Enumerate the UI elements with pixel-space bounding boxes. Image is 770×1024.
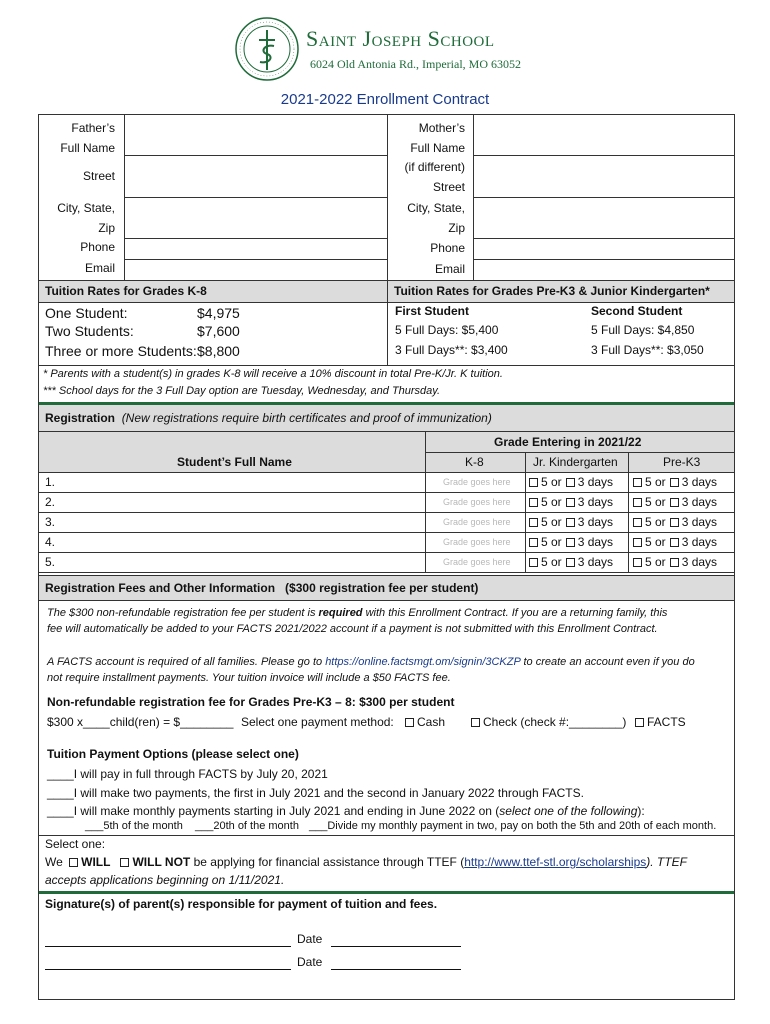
five-day-checkbox[interactable] xyxy=(529,498,538,507)
tuition-one-label: One Student: xyxy=(45,305,128,321)
three-days-label: 3 days xyxy=(681,535,718,549)
five-day-checkbox[interactable] xyxy=(633,498,642,507)
five-or-label: 5 or xyxy=(645,555,666,569)
nonref-fee-title: Non-refundable registration fee for Grades Pre-K3 – 8: $300 per student xyxy=(47,695,455,709)
col-jk-header: Jr. Kindergarten xyxy=(533,455,618,469)
monthly-5th-option[interactable]: ___5th of the month xyxy=(85,820,183,832)
student-name-field[interactable] xyxy=(59,512,425,532)
five-day-checkbox[interactable] xyxy=(633,518,642,527)
col-k8-header: K-8 xyxy=(465,455,484,469)
registration-header: Registration (New registrations require birth certificates and proof of immunization) xyxy=(39,405,734,432)
three-days-label: 3 days xyxy=(681,495,718,509)
jk-day-choice[interactable] xyxy=(529,515,613,529)
check-option[interactable]: Check (check #:________) xyxy=(471,715,626,729)
mother-street-label: (if different) Street xyxy=(404,160,465,194)
payment-options-title: Tuition Payment Options (please select one) xyxy=(47,747,299,761)
tuition-two-amount: $7,600 xyxy=(197,323,240,339)
five-day-checkbox[interactable] xyxy=(529,518,538,527)
school-address: 6024 Old Antonia Rd., Imperial, MO 63052 xyxy=(310,57,521,71)
three-day-checkbox[interactable] xyxy=(670,518,679,527)
five-or-label: 5 or xyxy=(541,555,562,569)
five-or-label: 5 or xyxy=(541,495,562,509)
mother-email-field[interactable] xyxy=(474,260,734,280)
student-name-field[interactable] xyxy=(59,492,425,512)
row-number: 1. xyxy=(45,475,56,489)
five-or-label: 5 or xyxy=(645,475,666,489)
tuition-note-2: *** School days for the 3 Full Day option are Tuesday, Wednesday, and Thursday. xyxy=(43,385,441,397)
page-title: 2021-2022 Enrollment Contract xyxy=(280,91,490,108)
grade-k8-field[interactable]: Grade goes here xyxy=(443,537,511,547)
three-day-checkbox[interactable] xyxy=(566,478,575,487)
jk-day-choice[interactable] xyxy=(529,555,613,569)
five-or-label: 5 or xyxy=(645,515,666,529)
monthly-split-option[interactable]: ___Divide my monthly payment in two, pay on both the 5th and 20th of each month. xyxy=(309,820,717,832)
payment-option-2[interactable]: ____I will make two payments, the first in July 2021 and the second in January 2022 through FACTS. xyxy=(47,786,584,800)
three-day-checkbox[interactable] xyxy=(566,498,575,507)
row-number: 2. xyxy=(45,495,56,509)
payment-option-1[interactable]: ____I will pay in full through FACTS by July 20, 2021 xyxy=(47,767,328,781)
city-label: City, State, Zip xyxy=(57,201,115,235)
father-phone-field[interactable] xyxy=(125,239,387,259)
phone-label: Phone xyxy=(80,240,115,254)
ttef-link[interactable]: http://www.ttef-stl.org/scholarships xyxy=(464,855,647,869)
jk-day-choice[interactable] xyxy=(529,495,613,509)
mother-street-field[interactable] xyxy=(474,156,734,197)
five-day-checkbox[interactable] xyxy=(529,478,538,487)
first-5day-rate: 5 Full Days: $5,400 xyxy=(395,323,499,337)
five-or-label: 5 or xyxy=(541,475,562,489)
pk-day-choice[interactable] xyxy=(633,535,717,549)
fees-paragraph-1: The $300 non-refundable registration fee per student is required with this Enrollment Contract. If you are a returning family, this fee will automatically be added to your FACTS 2021/2022 account if a payment is not submitted with this Enrollment Contract. xyxy=(47,607,668,635)
second-student-label: Second Student xyxy=(591,304,683,318)
street-label: Street xyxy=(82,169,115,183)
three-days-label: 3 days xyxy=(681,475,718,489)
facts-checkbox[interactable] xyxy=(635,718,644,727)
tuition-note-1: * Parents with a student(s) in grades K-8 will receive a 10% discount in total Pre-K/Jr. K tuition. xyxy=(43,368,503,380)
date-line-2[interactable] xyxy=(331,969,461,970)
will-not-checkbox[interactable] xyxy=(120,858,129,867)
signature-title: Signature(s) of parent(s) responsible for payment of tuition and fees. xyxy=(45,897,438,911)
mother-email-label: Email xyxy=(434,262,465,276)
header xyxy=(0,14,770,84)
three-day-checkbox[interactable] xyxy=(566,538,575,547)
grade-k8-field[interactable]: Grade goes here xyxy=(443,517,511,527)
col-pk-header: Pre-K3 xyxy=(663,455,701,469)
grade-entering-header: Grade Entering in 2021/22 xyxy=(494,435,642,449)
student-name-header: Student’s Full Name xyxy=(177,455,292,469)
student-name-field[interactable] xyxy=(59,532,425,552)
table-row xyxy=(39,492,734,512)
date-line-1[interactable] xyxy=(331,946,461,947)
cash-option[interactable]: Cash xyxy=(405,715,445,729)
five-or-label: 5 or xyxy=(645,495,666,509)
first-3day-rate: 3 Full Days**: $3,400 xyxy=(395,343,508,357)
three-days-label: 3 days xyxy=(577,475,614,489)
parent-info-grid xyxy=(39,115,734,280)
three-day-checkbox[interactable] xyxy=(670,498,679,507)
payment-option-3[interactable]: ____I will make monthly payments starting in July 2021 and ending in June 2022 on (select one of the following): xyxy=(47,804,645,818)
school-seal-icon xyxy=(234,16,300,82)
three-day-checkbox[interactable] xyxy=(566,558,575,567)
mother-phone-label: Phone xyxy=(430,241,465,255)
three-days-label: 3 days xyxy=(577,535,614,549)
payment-method-label: Select one payment method: xyxy=(241,715,394,729)
row-number: 3. xyxy=(45,515,56,529)
three-days-label: 3 days xyxy=(681,555,718,569)
three-days-label: 3 days xyxy=(577,495,614,509)
father-street-field[interactable] xyxy=(125,156,387,197)
mother-name-field[interactable] xyxy=(474,115,734,155)
father-city-field[interactable] xyxy=(125,198,387,238)
father-email-field[interactable] xyxy=(125,260,387,280)
five-day-checkbox[interactable] xyxy=(633,558,642,567)
table-row xyxy=(39,472,734,492)
monthly-20th-option[interactable]: ___20th of the month xyxy=(195,820,299,832)
tuition-one-amount: $4,975 xyxy=(197,305,240,321)
facts-link[interactable]: https://online.factsmgt.om/signin/3CKZP xyxy=(325,656,521,668)
cash-checkbox[interactable] xyxy=(405,718,414,727)
fee-calc-line[interactable]: $300 x____child(ren) = $________ xyxy=(47,715,234,729)
pk-day-choice[interactable] xyxy=(633,475,717,489)
five-day-checkbox[interactable] xyxy=(633,478,642,487)
grade-k8-field[interactable]: Grade goes here xyxy=(443,497,511,507)
three-day-checkbox[interactable] xyxy=(566,518,575,527)
three-days-label: 3 days xyxy=(577,555,614,569)
facts-option[interactable]: FACTS xyxy=(635,715,686,729)
three-day-checkbox[interactable] xyxy=(670,558,679,567)
date-label-2: Date xyxy=(297,955,323,969)
table-row xyxy=(39,532,734,552)
mother-name-label: Mother’s Full Name xyxy=(410,121,465,155)
five-or-label: 5 or xyxy=(541,515,562,529)
will-checkbox[interactable] xyxy=(69,858,78,867)
pk-day-choice[interactable] xyxy=(633,495,717,509)
five-day-checkbox[interactable] xyxy=(529,558,538,567)
check-checkbox[interactable] xyxy=(471,718,480,727)
pk-day-choice[interactable] xyxy=(633,555,717,569)
three-days-label: 3 days xyxy=(681,515,718,529)
mother-city-label: City, State, Zip xyxy=(407,201,465,235)
table-row xyxy=(39,512,734,532)
tuition-k8-header: Tuition Rates for Grades K-8 xyxy=(39,280,387,303)
signature-line-2[interactable] xyxy=(45,969,291,970)
enrollment-form xyxy=(38,114,735,1000)
date-label-1: Date xyxy=(297,932,323,946)
jk-day-choice[interactable] xyxy=(529,535,613,549)
first-student-label: First Student xyxy=(395,304,469,318)
ttef-applications-note: accepts applications beginning on 1/11/2021. xyxy=(45,873,285,887)
fees-paragraph-2: A FACTS account is required of all families. Please go to https://online.factsmgt.om/signin/3CKZP to create an account even if you do not require installment payments. Your tuition invoice will include a $50 FACTS fee. xyxy=(47,656,695,684)
three-day-checkbox[interactable] xyxy=(670,538,679,547)
five-day-checkbox[interactable] xyxy=(633,538,642,547)
second-5day-rate: 5 Full Days: $4,850 xyxy=(591,323,695,337)
tuition-two-label: Two Students: xyxy=(45,323,134,339)
student-name-field[interactable] xyxy=(59,552,425,572)
grade-k8-field[interactable]: Grade goes here xyxy=(443,557,511,567)
row-number: 5. xyxy=(45,555,56,569)
jk-day-choice[interactable] xyxy=(529,475,613,489)
second-3day-rate: 3 Full Days**: $3,050 xyxy=(591,343,704,357)
school-name: Saint Joseph School xyxy=(306,26,495,51)
select-one-label: Select one: xyxy=(45,837,106,851)
fees-header: Registration Fees and Other Information ($300 registration fee per student) xyxy=(39,575,734,601)
tuition-three-label: Three or more Students: xyxy=(45,343,197,359)
grade-k8-field[interactable]: Grade goes here xyxy=(443,477,511,487)
mother-city-field[interactable] xyxy=(474,198,734,238)
email-label: Email xyxy=(84,261,115,275)
row-number: 4. xyxy=(45,535,56,549)
five-or-label: 5 or xyxy=(645,535,666,549)
father-name-label: Father’s Full Name xyxy=(60,121,115,155)
five-or-label: 5 or xyxy=(541,535,562,549)
student-name-field[interactable] xyxy=(59,472,425,492)
three-days-label: 3 days xyxy=(577,515,614,529)
mother-phone-field[interactable] xyxy=(474,239,734,259)
table-row xyxy=(39,552,734,572)
father-name-field[interactable] xyxy=(125,115,387,155)
five-day-checkbox[interactable] xyxy=(529,538,538,547)
signature-line-1[interactable] xyxy=(45,946,291,947)
ttef-line: We WILL WILL NOT be applying for financial assistance through TTEF (http://www.ttef-stl.org/scholarships). TTEF xyxy=(45,855,687,869)
tuition-pk-header: Tuition Rates for Grades Pre-K3 & Junior Kindergarten* xyxy=(387,280,734,303)
three-day-checkbox[interactable] xyxy=(670,478,679,487)
pk-day-choice[interactable] xyxy=(633,515,717,529)
tuition-three-amount: $8,800 xyxy=(197,343,240,359)
